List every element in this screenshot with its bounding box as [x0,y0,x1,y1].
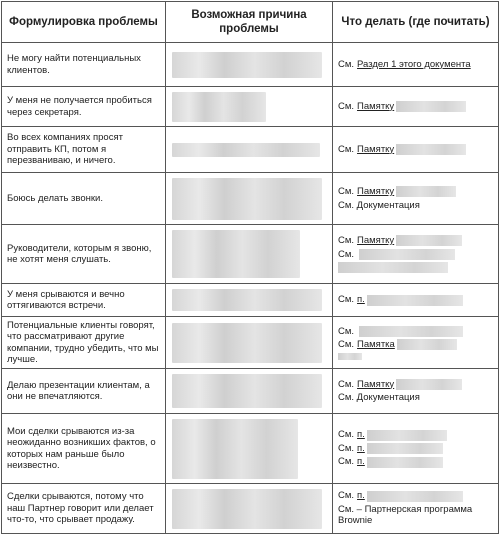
problem-cell: Сделки срываются, потому что наш Партнер говорит или делает что-то, что срывает продажу. [2,484,166,534]
problem-cell: У меня срываются и вечно оттягиваются встречи. [2,284,166,317]
cause-cell-redacted [166,43,333,87]
action-cell [333,173,499,225]
ref-prefix: См. [338,248,355,260]
ref-link[interactable]: п. [357,294,365,306]
ref-prefix: См. [338,294,355,306]
cause-cell-redacted [166,414,333,484]
problem-cell: Мои сделки срываются из-за неожиданно возникших фактов, о которых нам раньше было неизвестно. [2,414,166,484]
ref-prefix: См. Документация [338,392,420,403]
action-cell [333,414,499,484]
table-row [2,317,499,369]
ref-prefix: См. [338,456,355,468]
ref-prefix: См. [338,429,355,441]
problems-table [1,1,499,534]
action-cell [333,225,499,284]
ref-prefix: См. – Партнерская программа Brownie [338,503,473,527]
action-cell [333,369,499,414]
cause-cell-redacted [166,369,333,414]
ref-link[interactable]: Памятку [357,143,395,155]
ref-prefix: См. [338,186,355,197]
ref-link[interactable]: Памятку [357,378,395,390]
cause-cell-redacted [166,317,333,369]
action-cell [333,43,499,87]
ref-prefix: См. [338,235,355,246]
action-cell [333,127,499,173]
table-row [2,43,499,87]
problem-cell: Не могу найти потенциальных клиентов. [2,43,166,87]
problem-cell: Во всех компаниях просят отправить КП, потом я перезваниваю, и ничего. [2,127,166,173]
cause-cell-redacted [166,225,333,284]
header-problem: Формулировка проблемы [2,2,166,43]
ref-link[interactable]: п. [357,429,365,441]
cause-cell-redacted [166,87,333,127]
header-action: Что делать (где почитать) [333,2,499,43]
table-row [2,127,499,173]
action-cell [333,317,499,369]
ref-prefix: См. [338,325,355,337]
cause-cell-redacted [166,284,333,317]
table-row [2,484,499,534]
problem-cell: У меня не получается пробиться через секретаря. [2,87,166,127]
table-row [2,87,499,127]
ref-prefix: См. [338,490,355,502]
ref-prefix: См. [338,143,355,155]
ref-prefix: См. [338,339,355,350]
ref-link[interactable]: Памятка [357,339,395,350]
ref-prefix: См. Документация [338,199,420,211]
ref-link[interactable]: п. [357,490,365,502]
cause-cell-redacted [166,484,333,534]
problem-cell: Делаю презентации клиентам, а они не впечатляются. [2,369,166,414]
action-cell [333,87,499,127]
ref-prefix: См. [338,378,355,390]
cause-cell-redacted [166,173,333,225]
problem-cell: Потенциальные клиенты говорят, что рассматривают другие компании, трудно убедить, что мы лучше. [2,317,166,369]
ref-link[interactable]: Памятку [357,235,395,246]
ref-link[interactable]: п. [357,442,365,454]
table-row [2,414,499,484]
table-row [2,173,499,225]
table-row [2,225,499,284]
table-row [2,284,499,317]
ref-prefix: См. [338,58,355,70]
header-row [2,2,499,43]
ref-link[interactable]: Памятку [357,186,395,197]
action-cell [333,284,499,317]
table-row [2,369,499,414]
problem-cell: Боюсь делать звонки. [2,173,166,225]
ref-link[interactable]: Раздел 1 этого документа [357,58,471,70]
cause-cell-redacted [166,127,333,173]
ref-link[interactable]: п. [357,456,365,468]
ref-prefix: См. [338,442,355,454]
action-cell [333,484,499,534]
ref-link[interactable]: Памятку [357,100,395,112]
ref-prefix: См. [338,100,355,112]
header-cause: Возможная причина проблемы [166,2,333,43]
problem-cell: Руководители, которым я звоню, не хотят меня слушать. [2,225,166,284]
